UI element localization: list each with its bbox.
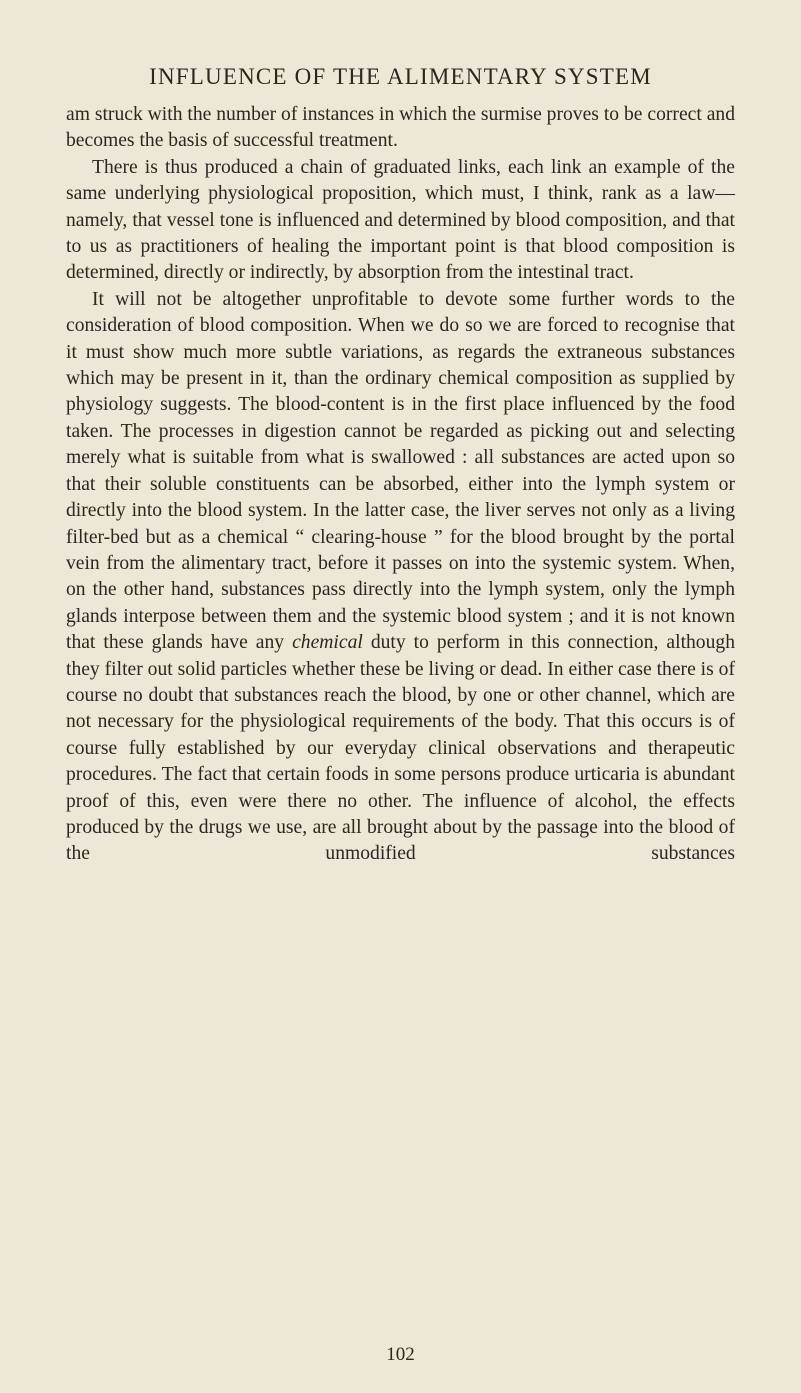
paragraph-text-part-2: duty to perform in this connection, although they filter out solid particles whether these be living or dead. In either case there is of course no doubt that substances reach the blood, by one or other channel, which are not necessary for the physiological requirements of the body. That this occurs is of course fully established by our everyday clinical observations and therapeutic procedures. The fact that certain foods in some persons produce urticaria is abundant proof of this, even were there no other. The influence of alcohol, the effects produced by the drugs we use, are all brought about by the passage into the blood of the unmodified substances: [66, 632, 735, 865]
paragraph-continuation: am struck with the number of instances in which the surmise proves to be correct and becomes the basis of successful treatment.: [66, 104, 735, 152]
italic-emphasis: chemical: [292, 632, 363, 654]
paragraph-chain-of-links: There is thus produced a chain of graduated links, each link an example of the same underlying physiological proposition, which must, I think, rank as a law—namely, that vessel tone is influenced and determined by blood composition, and that to us as practitioners of healing the important point is that blood composition is determined, directly or indirectly, by absorption from the intestinal tract.: [66, 156, 735, 284]
paragraph-blood-composition: [66, 287, 735, 868]
running-head: INFLUENCE OF THE ALIMENTARY SYSTEM: [149, 64, 652, 89]
page-number: 102: [386, 1344, 415, 1365]
paragraph-text-part-1: It will not be altogether unprofitable to devote some further words to the consideration of blood composition. When we do so we are forced to recognise that it must show much more subtle variations, as regards the extraneous substances which may be present in it, than the ordinary chemical composition as supplied by physiology suggests. The blood-content is in the first place influenced by the food taken. The processes in digestion cannot be regarded as picking out and selecting merely what is suitable from what is swallowed : all substances are acted upon so that their soluble constituents can be absorbed, either into the lymph system or directly into the blood system. In the latter case, the liver serves not only as a living filter-bed but as a chemical “ clearing-house ” for the blood brought by the portal vein from the alimentary tract, before it passes on into the systemic system. When, on the other hand, substances pass directly into the lymph system, only the lymph glands interpose between them and the systemic blood system ; and it is not known that these glands have any: [66, 288, 735, 654]
body-text: [66, 102, 735, 868]
